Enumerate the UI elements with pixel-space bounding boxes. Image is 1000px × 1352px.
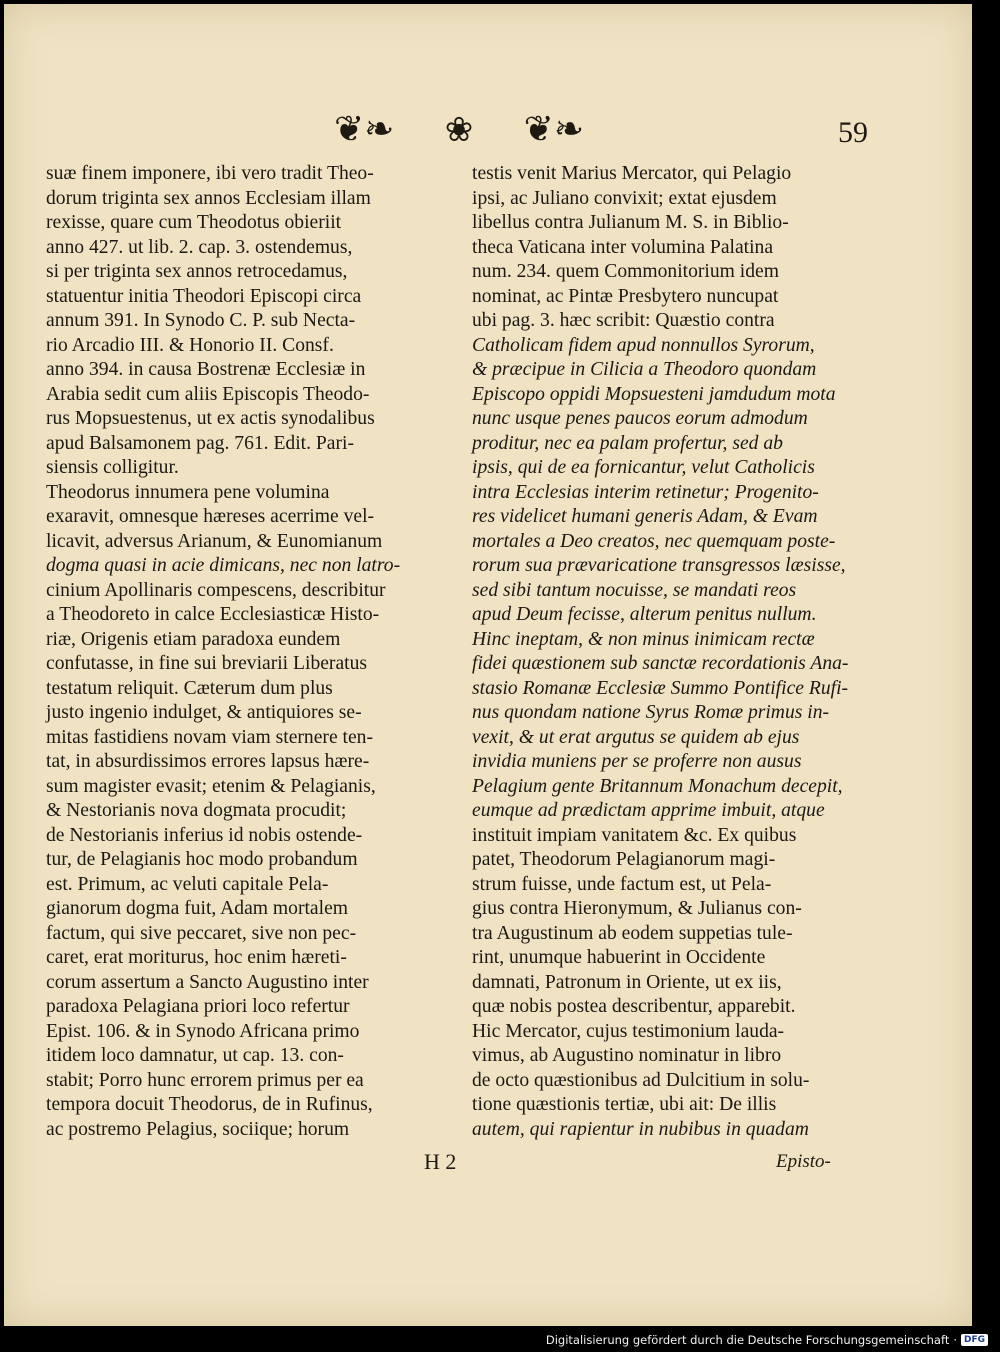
- text-line: caret, erat moriturus, hoc enim hæreti-: [46, 947, 347, 968]
- ornament-center: ❀: [444, 110, 474, 150]
- text-line: de Nestorianis inferius id nobis ostende-: [46, 824, 363, 846]
- text-line: quæ nobis postea describentur, apparebit.: [472, 996, 796, 1017]
- text-line: libellus contra Julianum M. S. in Biblio-: [472, 212, 789, 233]
- ornament-left: ❦❧: [334, 109, 395, 150]
- text-line: rexisse, quare cum Theodotus obieriit: [46, 212, 342, 233]
- text-line: dorum triginta sex annos Ecclesiam illam: [46, 187, 371, 209]
- text-line: statuentur initia Theodori Episcopi circa: [46, 285, 362, 307]
- text-line: tra Augustinum ab eodem suppetias tule-: [472, 922, 793, 944]
- text-line: eumque ad prædictam apprime imbuit, atque: [472, 800, 825, 821]
- text-line: factum, qui sive peccaret, sive non pec-: [46, 922, 357, 944]
- text-line: sed sibi tantum nocuisse, se mandati reos: [472, 579, 797, 601]
- text-line: nus quondam natione Syrus Romæ primus in-: [472, 702, 830, 723]
- text-line: gianorum dogma fuit, Adam mortalem: [46, 898, 349, 919]
- dfg-credit-text: Digitalisierung gefördert durch die Deutsche Forschungsgemeinschaft: [545, 1333, 950, 1347]
- text-line: Arabia sedit cum aliis Episcopis Theodo-: [46, 383, 370, 405]
- text-line: sum magister evasit; etenim & Pelagianis,: [46, 775, 376, 797]
- text-line: Pelagium gente Britannum Monachum decepit,: [472, 775, 843, 797]
- text-line: Episcopo oppidi Mopsuesteni jamdudum mota: [472, 383, 836, 405]
- text-line: vimus, ab Augustino nominatur in libro: [472, 1045, 782, 1066]
- text-line: nominat, ac Pintæ Presbytero nuncupat: [472, 285, 779, 307]
- text-line: de octo quæstionibus ad Dulcitium in solu-: [472, 1069, 810, 1091]
- right-text-column: [472, 162, 864, 1142]
- decorative-headpiece: [334, 107, 584, 153]
- text-line: ipsis, qui de ea fornicantur, velut Catholicis: [472, 457, 815, 478]
- text-line: theca Vaticana inter volumina Palatina: [472, 236, 774, 258]
- text-line: licavit, adversus Arianum, & Eunomianum: [46, 530, 383, 552]
- text-line: dogma quasi in acie dimicans, nec non latro-: [46, 555, 401, 576]
- text-line: apud Deum fecisse, alterum penitus nullum.: [472, 604, 817, 625]
- text-line: testatum reliquit. Cæterum dum plus: [46, 677, 333, 699]
- text-line: apud Balsamonem pag. 761. Edit. Pari-: [46, 432, 354, 454]
- text-line: intra Ecclesias interim retinetur; Progenito-: [472, 481, 819, 503]
- text-line: Catholicam fidem apud nonnullos Syrorum,: [472, 334, 815, 356]
- text-line: gius contra Hieronymum, & Julianus con-: [472, 898, 802, 919]
- text-line: est. Primum, ac veluti capitale Pela-: [46, 873, 329, 895]
- text-line: fidei quæstionem sub sanctæ recordationis Ana-: [472, 653, 849, 674]
- text-line: autem, qui rapientur in nubibus in quadam: [472, 1118, 809, 1140]
- text-line: corum assertum a Sancto Augustino inter: [46, 971, 369, 993]
- dfg-logo-icon: DFG: [961, 1334, 988, 1346]
- text-line: ubi pag. 3. hæc scribit: Quæstio contra: [472, 310, 775, 331]
- text-line: Theodorus innumera pene volumina: [46, 481, 330, 503]
- text-line: Epist. 106. & in Synodo Africana primo: [46, 1020, 360, 1042]
- text-line: stabit; Porro hunc errorem primus per ea: [46, 1069, 364, 1091]
- text-line: si per triginta sex annos retrocedamus,: [46, 261, 348, 282]
- separator: ·: [953, 1333, 957, 1347]
- dfg-credit: [546, 1333, 988, 1347]
- text-line: anno 394. in causa Bostrenæ Ecclesiæ in: [46, 359, 366, 380]
- text-line: instituit impiam vanitatem &c. Ex quibus: [472, 824, 797, 846]
- text-line: invidia muniens per se proferre non ausus: [472, 751, 802, 772]
- text-line: ipsi, ac Juliano convixit; extat ejusdem: [472, 187, 777, 209]
- text-line: nunc usque penes paucos eorum admodum: [472, 408, 808, 429]
- left-text-column: [46, 162, 438, 1142]
- text-line: rorum sua prævaricatione transgressos læsisse,: [472, 555, 846, 576]
- text-line: vexit, & ut erat argutus se quidem ab ejus: [472, 726, 800, 748]
- page-number: 59: [838, 116, 868, 149]
- text-line: tione quæstionis tertiæ, ubi ait: De illis: [472, 1094, 777, 1115]
- text-line: rio Arcadio III. & Honorio II. Consf.: [46, 334, 334, 356]
- text-line: tat, in absurdissimos errores lapsus hære-: [46, 751, 370, 772]
- text-line: num. 234. quem Commonitorium idem: [472, 261, 779, 282]
- text-line: testis venit Marius Mercator, qui Pelagio: [472, 163, 792, 184]
- signature-mark: H 2: [424, 1149, 457, 1174]
- text-line: mortales a Deo creatos, nec quemquam poste-: [472, 530, 836, 552]
- text-line: patet, Theodorum Pelagianorum magi-: [472, 849, 776, 870]
- text-line: justo ingenio indulget, & antiquiores se-: [46, 702, 362, 723]
- text-line: damnati, Patronum in Oriente, ut ex iis,: [472, 971, 782, 993]
- text-line: annum 391. In Synodo C. P. sub Necta-: [46, 310, 356, 331]
- text-line: ac postremo Pelagius, sociique; horum: [46, 1118, 350, 1140]
- text-line: mitas fastidiens novam viam sternere ten-: [46, 726, 374, 748]
- text-line: tur, de Pelagianis hoc modo probandum: [46, 849, 358, 870]
- text-line: Hic Mercator, cujus testimonium lauda-: [472, 1020, 785, 1042]
- text-line: itidem loco damnatur, ut cap. 13. con-: [46, 1045, 344, 1066]
- text-line: stasio Romanæ Ecclesiæ Summo Pontifice Rufi-: [472, 677, 849, 699]
- text-line: rint, unumque habuerint in Occidente: [472, 947, 766, 968]
- text-line: riæ, Origenis etiam paradoxa eundem: [46, 628, 341, 650]
- text-line: cinium Apollinaris compescens, describitur: [46, 579, 386, 601]
- text-line: a Theodoreto in calce Ecclesiasticæ Histo-: [46, 604, 380, 625]
- text-line: paradoxa Pelagiana priori loco refertur: [46, 996, 350, 1017]
- catchword: Episto-: [776, 1151, 831, 1172]
- text-line: exaravit, omnesque hæreses acerrime vel-: [46, 506, 375, 527]
- text-line: strum fuisse, unde factum est, ut Pela-: [472, 873, 772, 895]
- ornament-right: ❦❧: [523, 109, 584, 150]
- text-line: confutasse, in fine sui breviarii Liberatus: [46, 653, 368, 674]
- text-line: anno 427. ut lib. 2. cap. 3. ostendemus,: [46, 236, 353, 258]
- text-line: rus Mopsuestenus, ut ex actis synodalibus: [46, 408, 375, 429]
- text-line: siensis colligitur.: [46, 457, 179, 478]
- text-line: Hinc ineptam, & non minus inimicam rectæ: [472, 628, 815, 650]
- text-line: res videlicet humani generis Adam, & Evam: [472, 506, 818, 527]
- text-line: & præcipue in Cilicia a Theodoro quondam: [472, 359, 817, 380]
- book-page: [4, 4, 972, 1326]
- footer-bar: [0, 1326, 1000, 1352]
- text-line: & Nestorianis nova dogmata procudit;: [46, 800, 347, 821]
- text-line: proditur, nec ea palam profertur, sed ab: [472, 432, 783, 454]
- text-line: suæ finem imponere, ibi vero tradit Theo-: [46, 163, 374, 184]
- text-line: tempora docuit Theodorus, de in Rufinus,: [46, 1094, 373, 1115]
